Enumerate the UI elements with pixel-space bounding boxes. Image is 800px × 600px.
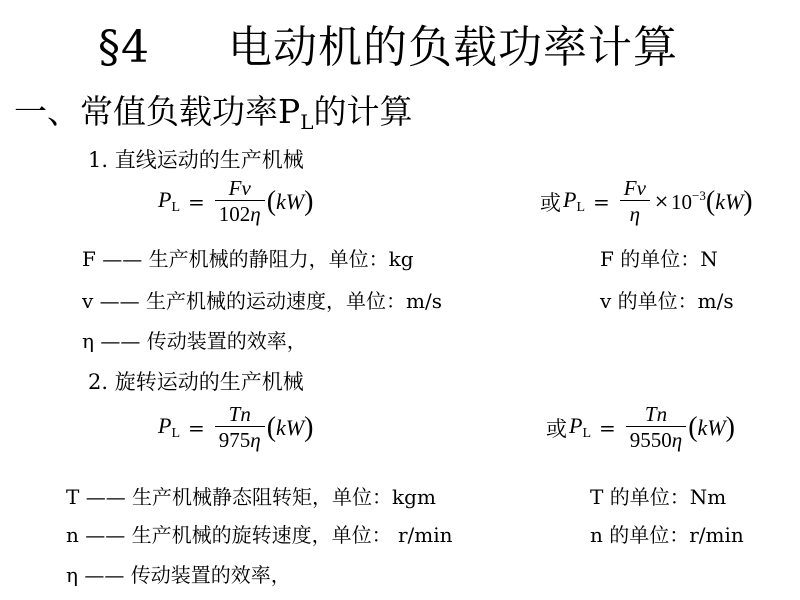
fraction: $\frac{Fv}{\eta}$ xyxy=(620,176,650,227)
part1-heading: 1. 直线运动的生产机械 xyxy=(88,148,304,172)
part1-line-2-right: v 的单位：m/s xyxy=(600,289,734,313)
part1-line-1-left: F —— 生产机械的静阻力，单位：kg xyxy=(82,247,414,271)
fraction: $\frac{Tn}{975\eta}$ xyxy=(215,402,265,453)
title-text: 电动机的负载功率计算 xyxy=(228,22,678,73)
fraction: $\frac{Fv}{102\eta}$ xyxy=(215,176,265,227)
fraction: $\frac{Tn}{9550\eta}$ xyxy=(626,402,686,453)
part1-line-1-right: F 的单位：N xyxy=(600,247,718,271)
part1-formula-2: 或 $P_L$ = $\frac{Fv}{\eta}$ × $10^{-3}$ ( kW ) xyxy=(540,176,753,226)
part2-formula-1: $P_L$ = $\frac{Tn}{975\eta}$ ( kW ) xyxy=(158,402,314,452)
page-title xyxy=(98,22,678,74)
part1-line-3-left: η —— 传动装置的效率， xyxy=(82,329,307,353)
part2-line-1-right: T 的单位：Nm xyxy=(590,485,727,509)
part1-line-2-left: v —— 生产机械的运动速度，单位：m/s xyxy=(82,289,442,313)
part2-line-1-left: T —— 生产机械静态阻转矩，单位：kgm xyxy=(66,485,436,509)
section-heading: 一、常值负载功率$P_L$的计算 xyxy=(14,92,413,134)
part2-line-2-right: n 的单位：r/min xyxy=(590,523,744,547)
part2-line-2-left: n —— 生产机械的旋转速度，单位： r/min xyxy=(66,523,453,547)
section-mark: §4 xyxy=(98,22,150,73)
part1-formula-1: $P_L$ = $\frac{Fv}{102\eta}$ ( kW ) xyxy=(158,176,314,226)
part2-line-3-left: η —— 传动装置的效率， xyxy=(66,563,291,587)
part2-formula-2: 或 $P_L$ = $\frac{Tn}{9550\eta}$ ( kW ) xyxy=(546,402,735,452)
part2-heading: 2. 旋转运动的生产机械 xyxy=(88,370,304,394)
